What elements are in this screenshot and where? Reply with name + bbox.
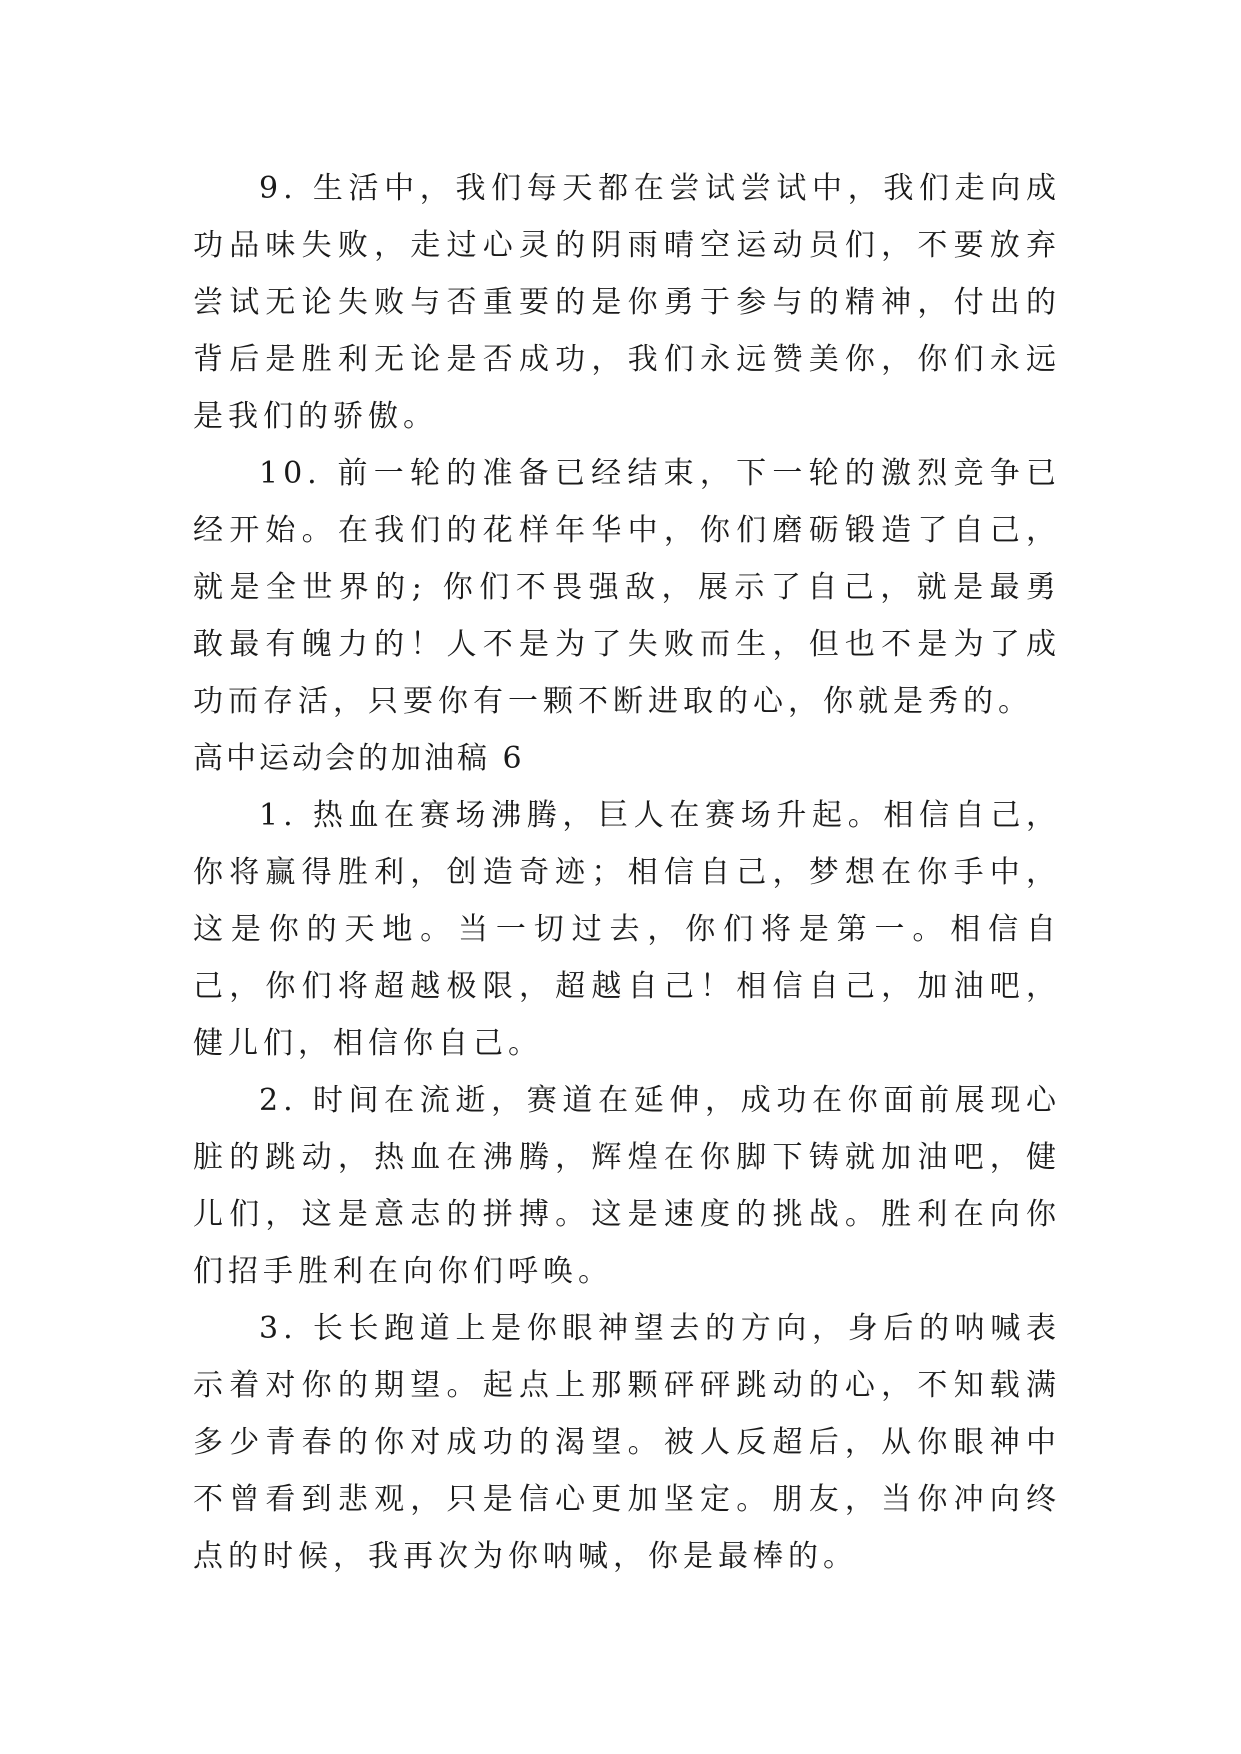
paragraph-item-9: 9. 生活中，我们每天都在尝试尝试中，我们走向成功品味失败，走过心灵的阴雨晴空运动员们，不要放弃尝试无论失败与否重要的是你勇于参与的精神，付出的背后是胜利无论是否成功，我们永远赞美你，你们永远是我们的骄傲。 [193, 171, 1061, 434]
paragraph-item-10: 10. 前一轮的准备已经结束，下一轮的激烈竞争已经开始。在我们的花样年华中，你们磨砺锻造了自己，就是全世界的; 你们不畏强敌，展示了自己，就是最勇敢最有魄力的！人不是为了失败而生，但也不是为了成功而存活，只要你有一颗不断进取的心，你就是秀的。 [193, 456, 1061, 719]
section-heading: 高中运动会的加油稿 6 [193, 741, 525, 776]
paragraph-item-1: 1. 热血在赛场沸腾，巨人在赛场升起。相信自己，你将赢得胜利，创造奇迹；相信自己，梦想在你手中，这是你的天地。当一切过去，你们将是第一。相信自己，你们将超越极限，超越自己！相信自己，加油吧，健儿们，相信你自己。 [193, 798, 1061, 1061]
document-body [193, 160, 1061, 1585]
paragraph-item-2: 2. 时间在流逝，赛道在延伸，成功在你面前展现心脏的跳动，热血在沸腾，辉煌在你脚下铸就加油吧，健儿们，这是意志的拼搏。这是速度的挑战。胜利在向你们招手胜利在向你们呼唤。 [193, 1083, 1061, 1289]
paragraph-item-3: 3. 长长跑道上是你眼神望去的方向，身后的呐喊表示着对你的期望。起点上那颗砰砰跳动的心，不知载满多少青春的你对成功的渴望。被人反超后，从你眼神中不曾看到悲观，只是信心更加坚定。朋友，当你冲向终点的时候，我再次为你呐喊，你是最棒的。 [193, 1311, 1061, 1574]
